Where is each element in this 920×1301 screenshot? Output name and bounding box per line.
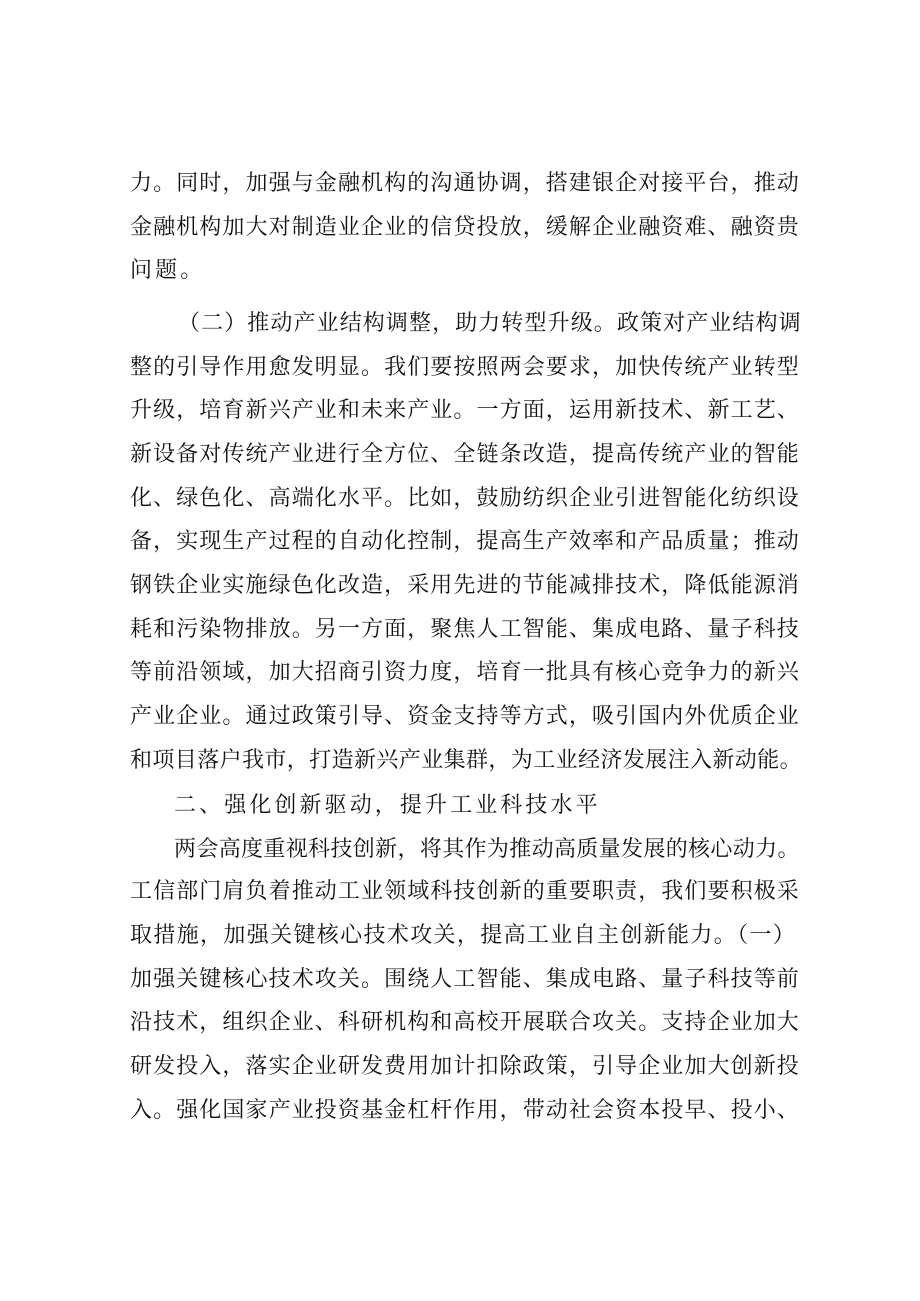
text-line: 问题。 (130, 258, 206, 283)
text-line: 备，实现生产过程的自动化控制，提高生产效率和产品质量；推动 (130, 529, 800, 554)
text-line: 加强关键核心技术攻关。围绕人工智能、集成电路、量子科技等前 (130, 967, 800, 992)
text-line: 升级，培育新兴产业和未来产业。一方面，运用新技术、新工艺、 (130, 398, 800, 423)
text-line: 整的引导作用愈发明显。我们要按照两会要求，加快传统产业转型 (130, 355, 800, 380)
text-line: 产业企业。通过政策引导、资金支持等方式，吸引国内外优质企业 (130, 704, 800, 729)
section-heading: 二、强化创新驱动，提升工业科技水平 (174, 793, 601, 818)
text-line: 入。强化国家产业投资基金杠杆作用，带动社会资本投早、投小、 (130, 1098, 800, 1123)
text-line: 化、绿色化、高端化水平。比如，鼓励纺织企业引进智能化纺织设 (130, 486, 800, 511)
text-line: 钢铁企业实施绿色化改造，采用先进的节能减排技术，降低能源消 (130, 573, 800, 598)
text-line: 取措施，加强关键核心技术攻关，提高工业自主创新能力。（一） (130, 923, 797, 948)
text-line: 研发投入，落实企业研发费用加计扣除政策，引导企业加大创新投 (130, 1054, 800, 1079)
text-line: 和项目落户我市，打造新兴产业集群，为工业经济发展注入新动能。 (130, 748, 803, 773)
text-line: 工信部门肩负着推动工业领域科技创新的重要职责，我们要积极采 (130, 879, 800, 904)
text-line: 金融机构加大对制造业企业的信贷投放，缓解企业融资难、融资贵 (130, 215, 800, 240)
text-line: 沿技术，组织企业、科研机构和高校开展联合攻关。支持企业加大 (130, 1010, 800, 1035)
text-line: 两会高度重视科技创新，将其作为推动高质量发展的核心动力。 (174, 837, 800, 862)
section-heading: （二）推动产业结构调整，助力转型升级。政策对产业结构调 (178, 311, 802, 336)
text-line: 耗和污染物排放。另一方面，聚焦人工智能、集成电路、量子科技 (130, 617, 800, 642)
text-line: 力。同时，加强与金融机构的沟通协调，搭建银企对接平台，推动 (130, 171, 800, 196)
text-line: 等前沿领域，加大招商引资力度，培育一批具有核心竞争力的新兴 (130, 660, 800, 685)
text-line: 新设备对传统产业进行全方位、全链条改造，提高传统产业的智能 (130, 442, 800, 467)
